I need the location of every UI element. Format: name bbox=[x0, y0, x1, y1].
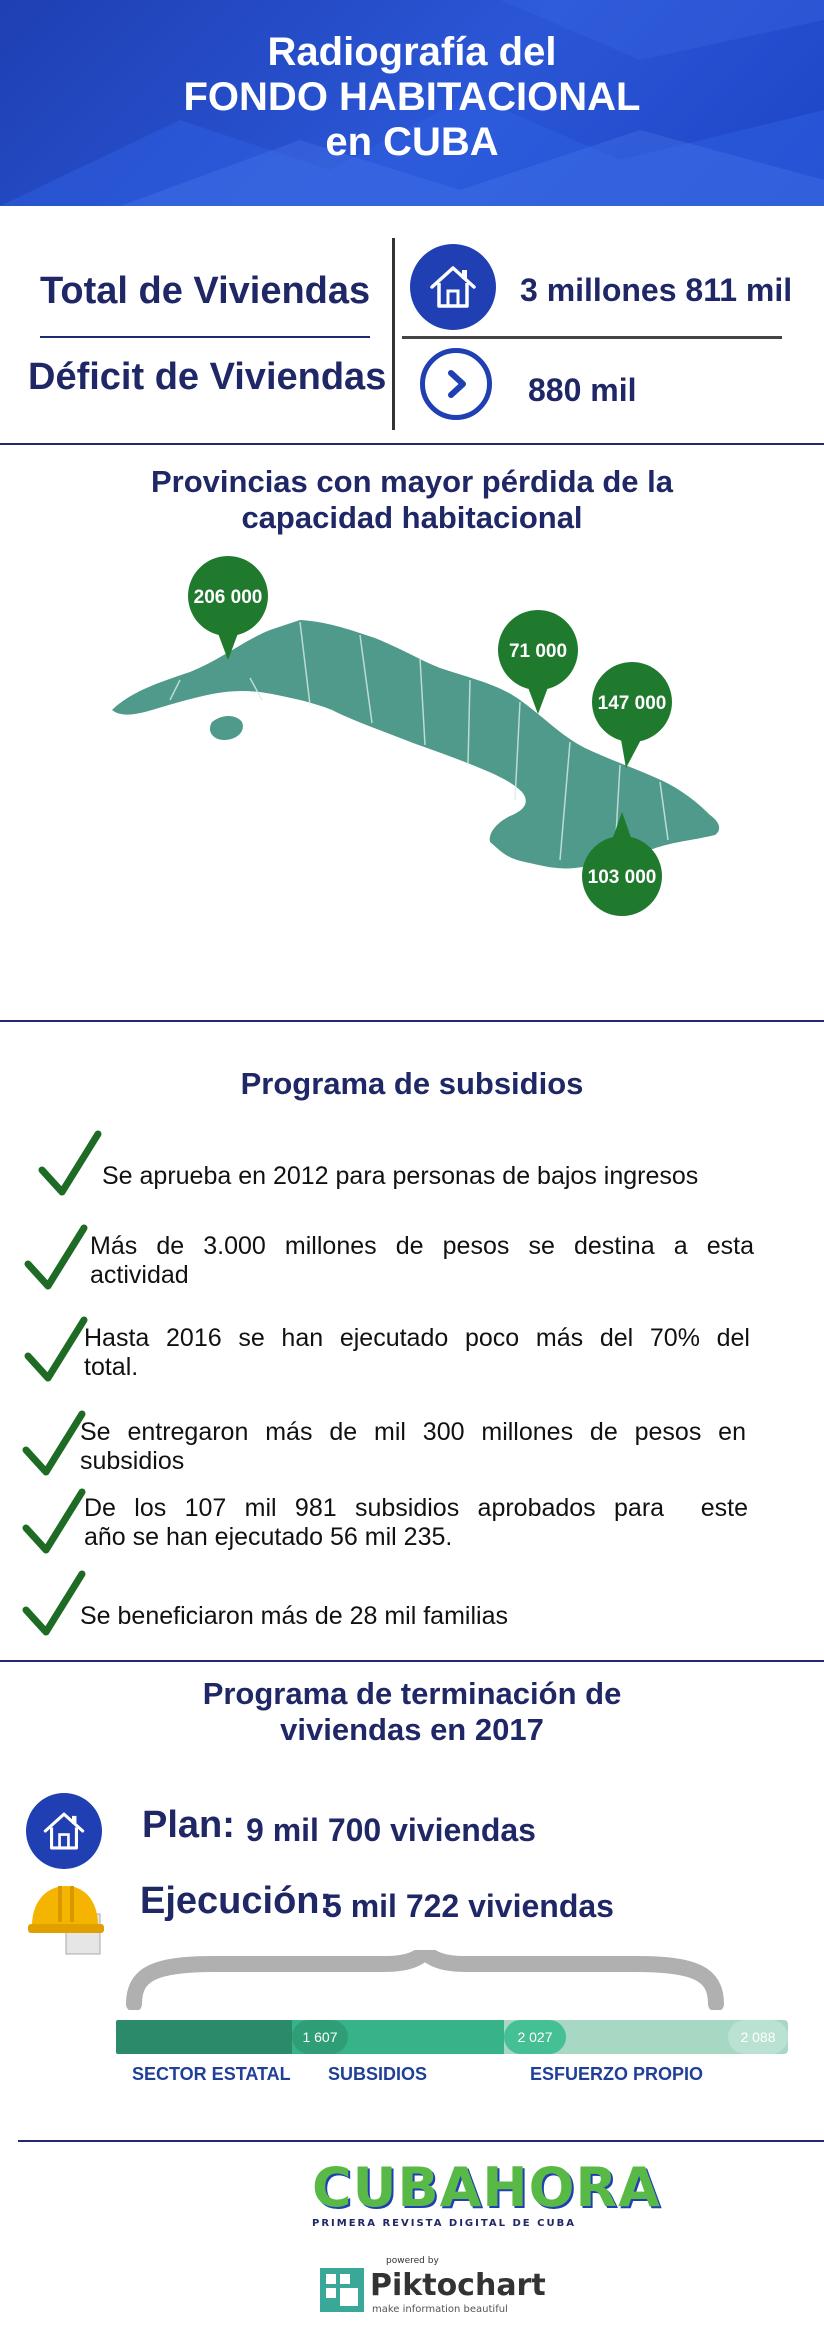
completion-title-line1: Programa de terminación de bbox=[202, 1676, 622, 1711]
plan-label: Plan: bbox=[142, 1804, 235, 1846]
section-divider-1 bbox=[0, 443, 824, 445]
plan-value: 9 mil 700 viviendas bbox=[246, 1812, 536, 1848]
check-icon-4 bbox=[22, 1410, 86, 1480]
subsidy-item-2-line2: actividad bbox=[90, 1261, 189, 1289]
housing-deficit-label: Déficit de Viviendas bbox=[28, 356, 387, 398]
section-divider-2 bbox=[0, 1020, 824, 1022]
powered-by-label: powered by bbox=[386, 2256, 439, 2266]
section-divider-4 bbox=[18, 2140, 824, 2142]
completion-title-line2: viviendas en 2017 bbox=[280, 1712, 544, 1747]
check-icon-3 bbox=[24, 1316, 88, 1386]
subsidy-item-6 bbox=[80, 1602, 760, 1631]
bar-label-esfuerzo-propio: ESFUERZO PROPIO bbox=[530, 2064, 704, 2084]
piktochart-icon bbox=[320, 2268, 364, 2312]
check-icon-1 bbox=[38, 1130, 102, 1200]
map-pin-3-label: 147 000 bbox=[597, 693, 667, 714]
brace-shape bbox=[124, 1950, 726, 2010]
execution-value: 5 mil 722 viviendas bbox=[324, 1888, 614, 1924]
subsidy-item-4-line2: subsidios bbox=[80, 1447, 185, 1475]
bar-label-sector-estatal: SECTOR ESTATAL bbox=[132, 2064, 291, 2084]
bar-label-subsidios: SUBSIDIOS bbox=[328, 2064, 428, 2084]
subsidy-item-5-line2: año se han ejecutado 56 mil 235. bbox=[84, 1523, 453, 1551]
subsidy-item-1 bbox=[102, 1162, 782, 1191]
subsidy-item-3 bbox=[84, 1324, 750, 1382]
check-icon-2 bbox=[24, 1224, 88, 1294]
map-pin-2 bbox=[496, 608, 580, 718]
subsidy-item-3-line2: total. bbox=[84, 1353, 139, 1381]
chevron-right-icon bbox=[420, 348, 492, 420]
map-section-title-line2: capacidad habitacional bbox=[241, 500, 583, 535]
header-title-line1: Radiografía del bbox=[267, 30, 557, 74]
subsidy-item-5-line1: De los 107 mil 981 subsidios aprobados para este bbox=[84, 1494, 748, 1522]
total-housing-value: 3 millones 811 mil bbox=[520, 272, 793, 308]
map-pin-4 bbox=[580, 808, 664, 920]
subsidy-item-3-line1: Hasta 2016 se han ejecutado poco más del 70% del bbox=[84, 1324, 750, 1352]
stats-vertical-divider bbox=[392, 238, 395, 430]
section-divider-3 bbox=[0, 1660, 824, 1662]
bar-segment-sector-estatal bbox=[116, 2020, 306, 2054]
subsidy-item-6-line1: Se beneficiaron más de 28 mil familias bbox=[80, 1602, 508, 1630]
header-title-line3: en CUBA bbox=[325, 120, 499, 164]
subsidy-item-5 bbox=[84, 1494, 748, 1552]
cubahora-logo: CUBAHORA bbox=[312, 2156, 661, 2219]
total-housing-label: Total de Viviendas bbox=[40, 270, 371, 312]
check-icon-5 bbox=[22, 1488, 86, 1558]
header-title-line2: FONDO HABITACIONAL bbox=[183, 75, 641, 119]
hard-hat-icon bbox=[26, 1874, 108, 1958]
stats-left-divider bbox=[40, 336, 370, 338]
piktochart-logo: Piktochart bbox=[370, 2268, 546, 2303]
subsidy-item-2-line1: Más de 3.000 millones de pesos se destina a esta bbox=[90, 1232, 754, 1260]
stats-right-divider bbox=[402, 336, 782, 339]
map-pin-4-label: 103 000 bbox=[587, 867, 657, 888]
map-pin-3 bbox=[590, 660, 674, 772]
subsidy-item-2 bbox=[90, 1232, 754, 1290]
map-pin-2-label: 71 000 bbox=[508, 641, 568, 662]
subsidy-item-1-line1: Se aprueba en 2012 para personas de bajos ingresos bbox=[102, 1162, 699, 1190]
map-section-title-line1: Provincias con mayor pérdida de la bbox=[150, 464, 674, 499]
piktochart-tagline: make information beautiful bbox=[372, 2304, 508, 2315]
subsidy-item-4-line1: Se entregaron más de mil 300 millones de pesos en bbox=[80, 1418, 746, 1446]
house-icon bbox=[410, 244, 496, 330]
execution-label: Ejecución: bbox=[140, 1880, 333, 1922]
header-banner bbox=[0, 0, 824, 206]
plan-house-icon bbox=[26, 1793, 102, 1869]
subsidies-title: Programa de subsidios bbox=[240, 1066, 584, 1101]
map-pin-1 bbox=[186, 554, 270, 664]
housing-deficit-value: 880 mil bbox=[528, 372, 637, 408]
bar-value-esfuerzo-propio: 2 088 bbox=[728, 2020, 788, 2054]
cuba-map bbox=[0, 560, 824, 980]
check-icon-6 bbox=[22, 1570, 86, 1640]
map-pin-1-label: 206 000 bbox=[193, 587, 263, 608]
subsidy-item-4 bbox=[80, 1418, 746, 1476]
bar-value-subsidios: 2 027 bbox=[504, 2020, 566, 2054]
cubahora-tagline: PRIMERA REVISTA DIGITAL DE CUBA bbox=[312, 2218, 576, 2229]
bar-value-sector-estatal: 1 607 bbox=[292, 2020, 348, 2054]
